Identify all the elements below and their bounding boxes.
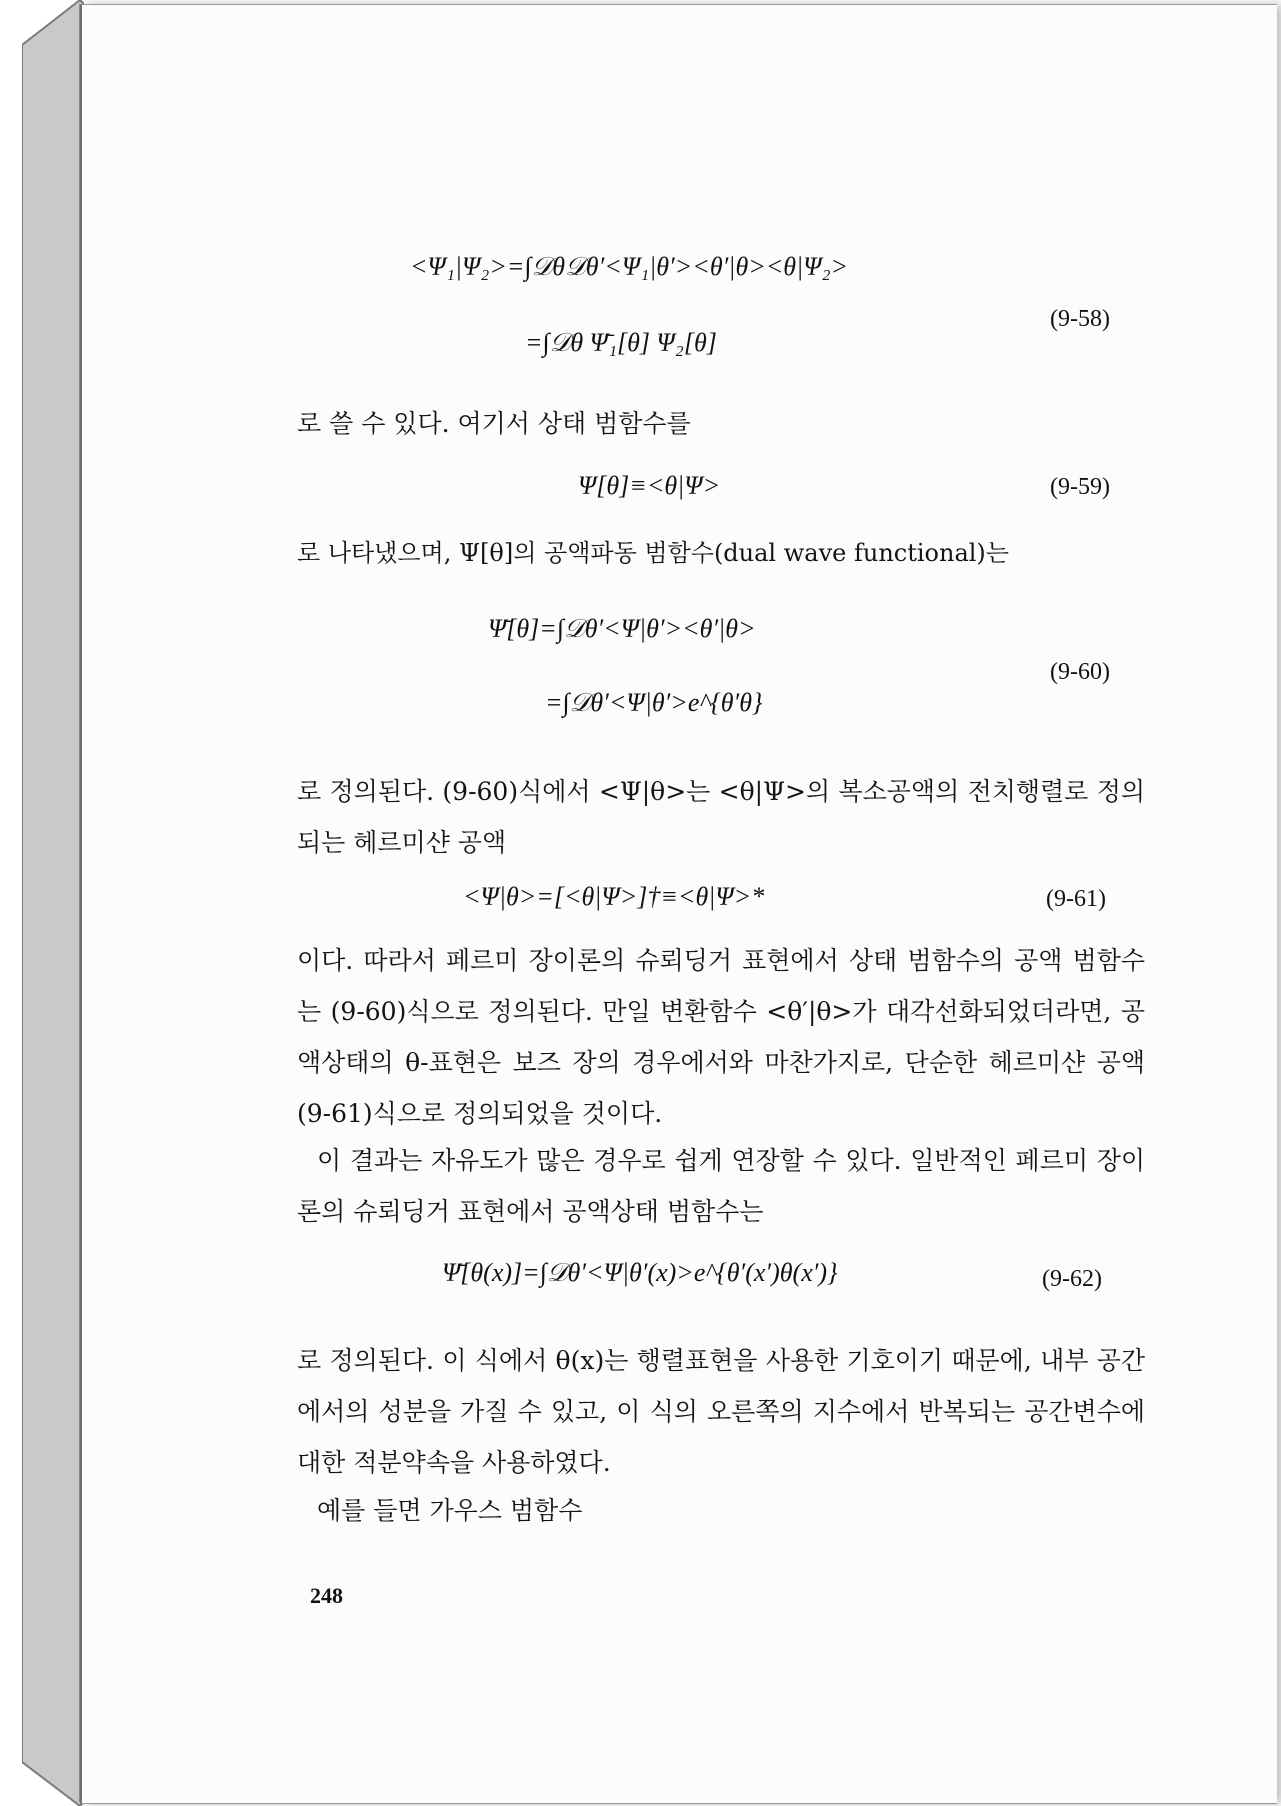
paragraph-2: 로 나타냈으며, Ψ[θ]의 공액파동 범함수(dual wave functional)는 xyxy=(297,539,1009,567)
equation-9-59: Ψ[θ]≡<θ|Ψ> xyxy=(578,471,721,500)
paragraph-5: 이 결과는 자유도가 많은 경우로 쉽게 연장할 수 있다. 일반적인 페르미 장이론의 슈뢰딩거 표현에서 공액상태 범함수는 xyxy=(297,1146,1145,1226)
equation-number-9-62: (9-62) xyxy=(1042,1266,1102,1292)
equation-9-60-line-1: Ψ̄[θ]=∫𝒟θ′<Ψ|θ′><θ′|θ> xyxy=(488,614,756,643)
equation-9-58-line-1: <Ψ₁|Ψ₂>=∫𝒟θ𝒟θ′<Ψ₁|θ′><θ′|θ><θ|Ψ₂> xyxy=(410,252,849,281)
paragraph-4: 이다. 따라서 페르미 장이론의 슈뢰딩거 표현에서 상태 범함수의 공액 범함수는 (9-60)식으로 정의된다. 만일 변환함수 <θ′|θ>가 대각선화되었더라면, 공액상태의 θ-표현은 보즈 장의 경우에서와 마찬가지로, 단순한 헤르미샨 공액 (9-61)식으로 정의되었을 것이다. xyxy=(297,946,1145,1128)
equation-9-61: <Ψ|θ>=[<θ|Ψ>]†≡<θ|Ψ>* xyxy=(463,882,765,911)
paragraph-7: 예를 들면 가우스 범함수 xyxy=(317,1496,583,1525)
equation-number-9-59: (9-59) xyxy=(1050,474,1110,500)
paragraph-6: 로 정의된다. 이 식에서 θ(x)는 행렬표현을 사용한 기호이기 때문에, 내부 공간에서의 성분을 가질 수 있고, 이 식의 오른쪽의 지수에서 반복되는 공간변수에 대한 적분약속을 사용하였다. xyxy=(297,1346,1145,1477)
equation-9-62: Ψ̄[θ(x)]=∫𝒟θ′<Ψ|θ′(x)>e^{θ′(x′)θ(x′)} xyxy=(442,1258,838,1287)
paragraph-3: 로 정의된다. (9-60)식에서 <Ψ|θ>는 <θ|Ψ>의 복소공액의 전치행렬로 정의되는 헤르미샨 공액 xyxy=(297,777,1145,857)
equation-9-58-line-2: =∫𝒟θ Ψ̄₁[θ] Ψ₂[θ] xyxy=(525,328,717,357)
equation-number-9-60: (9-60) xyxy=(1050,659,1110,685)
book-spine xyxy=(22,0,84,1806)
page-number: 248 xyxy=(310,1583,343,1608)
paragraph-1: 로 쓸 수 있다. 여기서 상태 범함수를 xyxy=(297,409,691,438)
equation-number-9-61: (9-61) xyxy=(1046,886,1106,912)
equation-9-60-line-2: =∫𝒟θ′<Ψ|θ′>e^{θ′θ} xyxy=(545,688,763,717)
equation-number-9-58: (9-58) xyxy=(1050,306,1110,332)
